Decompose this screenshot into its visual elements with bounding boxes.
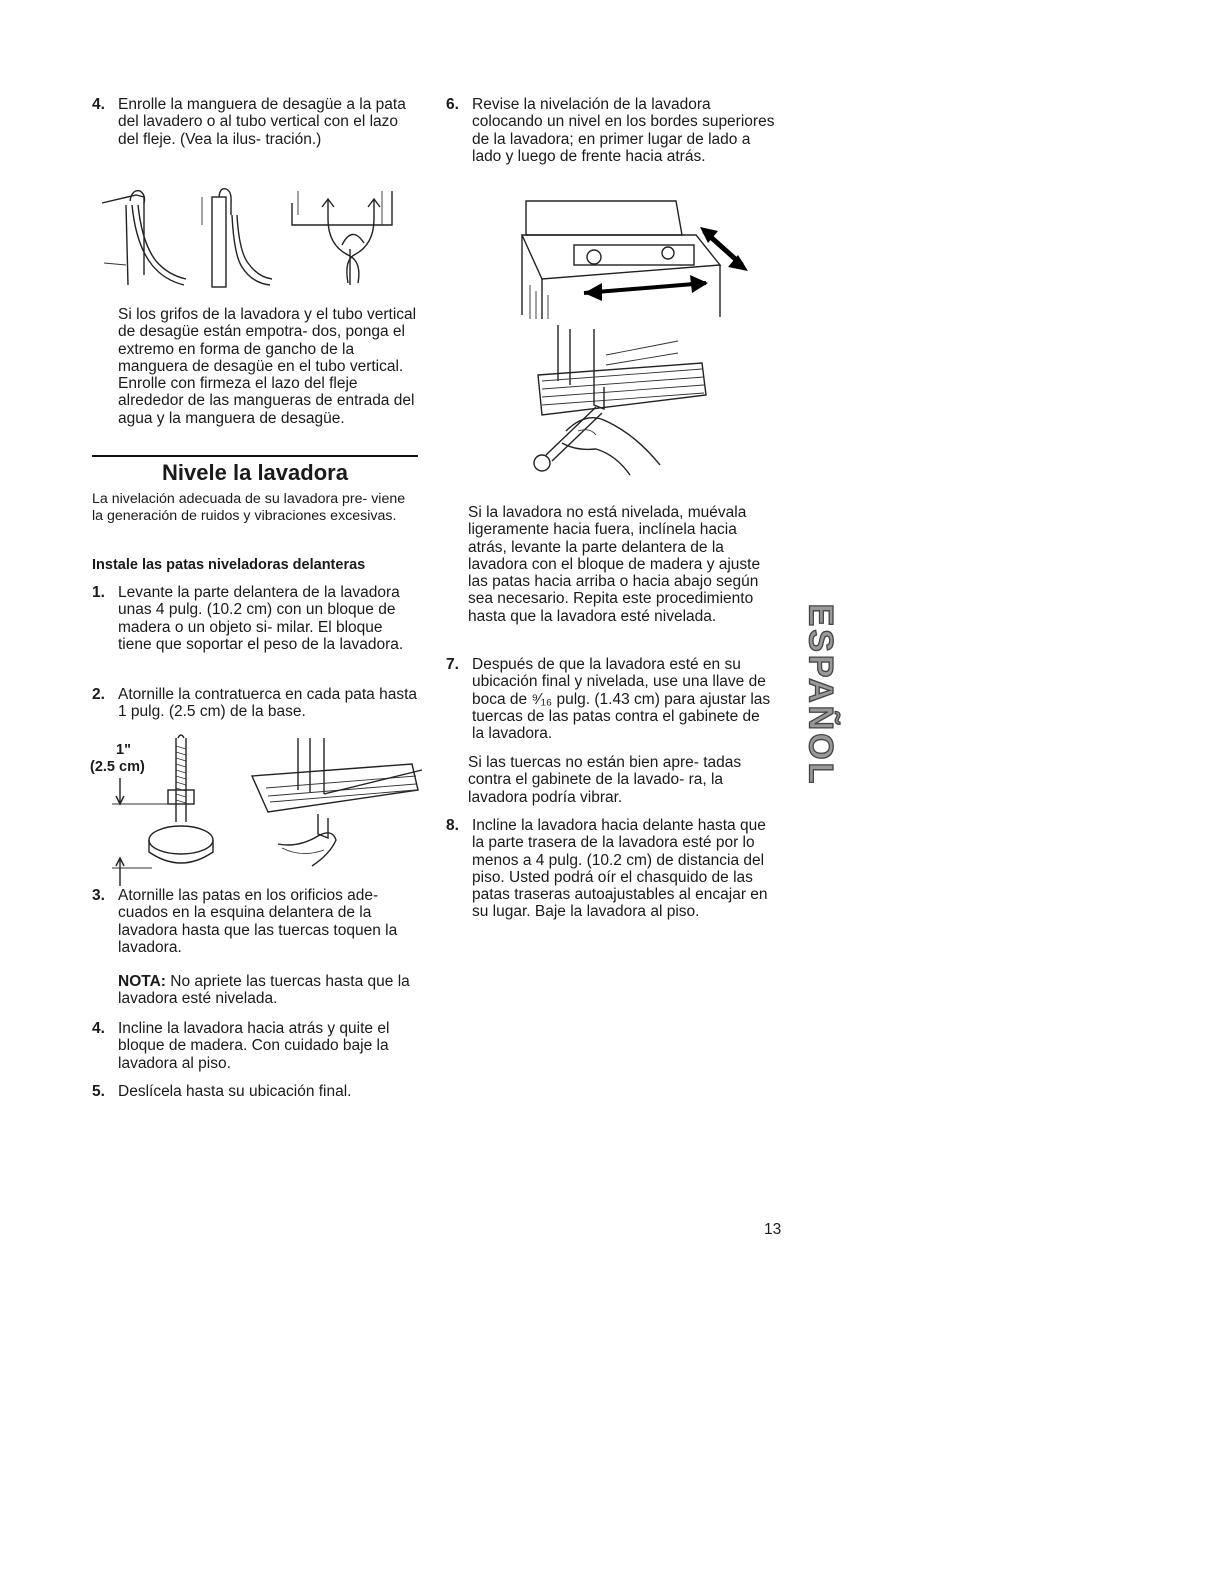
- not-level-note: Si la lavadora no está nivelada, muévala ligeramente hacia fuera, inclínela hacia atrás, levante la parte delantera de la lavadora con el bloque de madera y ajuste las patas hacia arriba o hacia abajo según sea necesario. Repita este procedimiento hasta que la lavadora esté nivelada.: [468, 504, 761, 625]
- step-number: 2.: [92, 686, 105, 703]
- step-text: Levante la parte delantera de la lavadora unas 4 pulg. (10.2 cm) con un bloque de madera o un objeto si- milar. El bloque tiene que soportar el peso de la lavadora.: [118, 584, 404, 653]
- step-number: 6.: [446, 96, 459, 113]
- step-6: [446, 96, 776, 165]
- wrench-hand-drawing: [534, 407, 660, 475]
- dimension-label-metric: (2.5 cm): [90, 759, 145, 775]
- section-intro: La nivelación adecuada de su lavadora pre- viene la generación de ruidos y vibraciones excesivas.: [92, 491, 406, 524]
- standpipe-drawing: [202, 189, 272, 287]
- step-text: Revise la nivelación de la lavadora colocando un nivel en los bordes superiores de la lavadora; en primer lugar de lado a lado y luego de frente hacia atrás.: [472, 96, 775, 165]
- washer-leveling-illustration: [446, 195, 776, 495]
- standpipe-note: Si los grifos de la lavadora y el tubo vertical de desagüe están empotra- dos, ponga el extremo en forma de gancho de la manguera de desagüe en el tubo vertical. Enrolle con firmeza el lazo del fleje alrededor de las mangueras de entrada del agua y la manguera de desagüe.: [118, 306, 417, 427]
- washer-top-drawing: [522, 201, 720, 319]
- section-heading: Nivele la lavadora: [162, 460, 348, 485]
- step-text: Atornille la contratuerca en cada pata hasta 1 pulg. (2.5 cm) de la base.: [118, 686, 417, 721]
- step-text: Incline la lavadora hacia delante hasta que la parte trasera de la lavadora esté por lo menos a 4 pulg. (10.2 cm) de distancia del piso. Usted podrá oír el chasquido de las patas traseras autoajustables al encajar en su lugar. Baje la lavadora al piso.: [472, 817, 768, 921]
- step-number: 4.: [92, 96, 105, 113]
- language-side-tab: [798, 600, 842, 790]
- step-number: 1.: [92, 584, 105, 601]
- faucets-drawing: [292, 191, 392, 285]
- step-number: 3.: [92, 887, 105, 904]
- step-text: Deslícela hasta su ubicación final.: [118, 1083, 352, 1100]
- washer-base-drawing: [538, 325, 706, 415]
- step-2: [92, 686, 420, 721]
- level-arrows: [584, 227, 748, 301]
- laundry-tub-drawing: [102, 191, 186, 285]
- step-1: [92, 584, 420, 653]
- step-4-drain-hose: [92, 96, 420, 148]
- leg-bolt-drawing: [112, 735, 213, 886]
- leveling-leg-illustration: [92, 730, 422, 890]
- step-number: 7.: [446, 656, 459, 673]
- heading-rule: [92, 455, 418, 457]
- step-4-tilt: [92, 1020, 420, 1072]
- leg-installed-drawing: [252, 738, 422, 866]
- note: [118, 973, 418, 1008]
- step-text: Enrolle la manguera de desagüe a la pata del lavadero o al tubo vertical con el lazo del fleje. (Vea la ilus- tración.): [118, 96, 406, 148]
- step-text: Incline la lavadora hacia atrás y quite el bloque de madera. Con cuidado baje la lavadora al piso.: [118, 1020, 390, 1072]
- step-text: Atornille las patas en los orificios ade- cuados en la esquina delantera de la lavadora hasta que las tuercas toquen la lavadora.: [118, 887, 398, 956]
- language-label: ESPAÑOL: [801, 603, 840, 787]
- drain-hose-illustration: [92, 185, 418, 295]
- step-3: [92, 887, 420, 956]
- step-text: Después de que la lavadora esté en su ubicación final y nivelada, use una llave de boca de ⁹⁄₁₆ pulg. (1.43 cm) para ajustar las tuercas de las patas contra el gabinete de la lavadora.: [472, 656, 771, 743]
- note-text: No apriete las tuercas hasta que la lavadora esté nivelada.: [118, 973, 410, 1008]
- step-7: [446, 656, 776, 742]
- nuts-note: Si las tuercas no están bien apre- tadas contra el gabinete de la lavado- ra, la lavadora podría vibrar.: [468, 754, 742, 806]
- step-number: 4.: [92, 1020, 105, 1037]
- note-label: NOTA:: [118, 973, 166, 990]
- subheading: Instale las patas niveladoras delanteras: [92, 557, 366, 573]
- step-8: [446, 817, 776, 921]
- step-number: 5.: [92, 1083, 105, 1100]
- step-5: [92, 1083, 420, 1100]
- step-number: 8.: [446, 817, 459, 834]
- page-number: 13: [764, 1221, 782, 1238]
- dimension-label: 1": [116, 742, 131, 758]
